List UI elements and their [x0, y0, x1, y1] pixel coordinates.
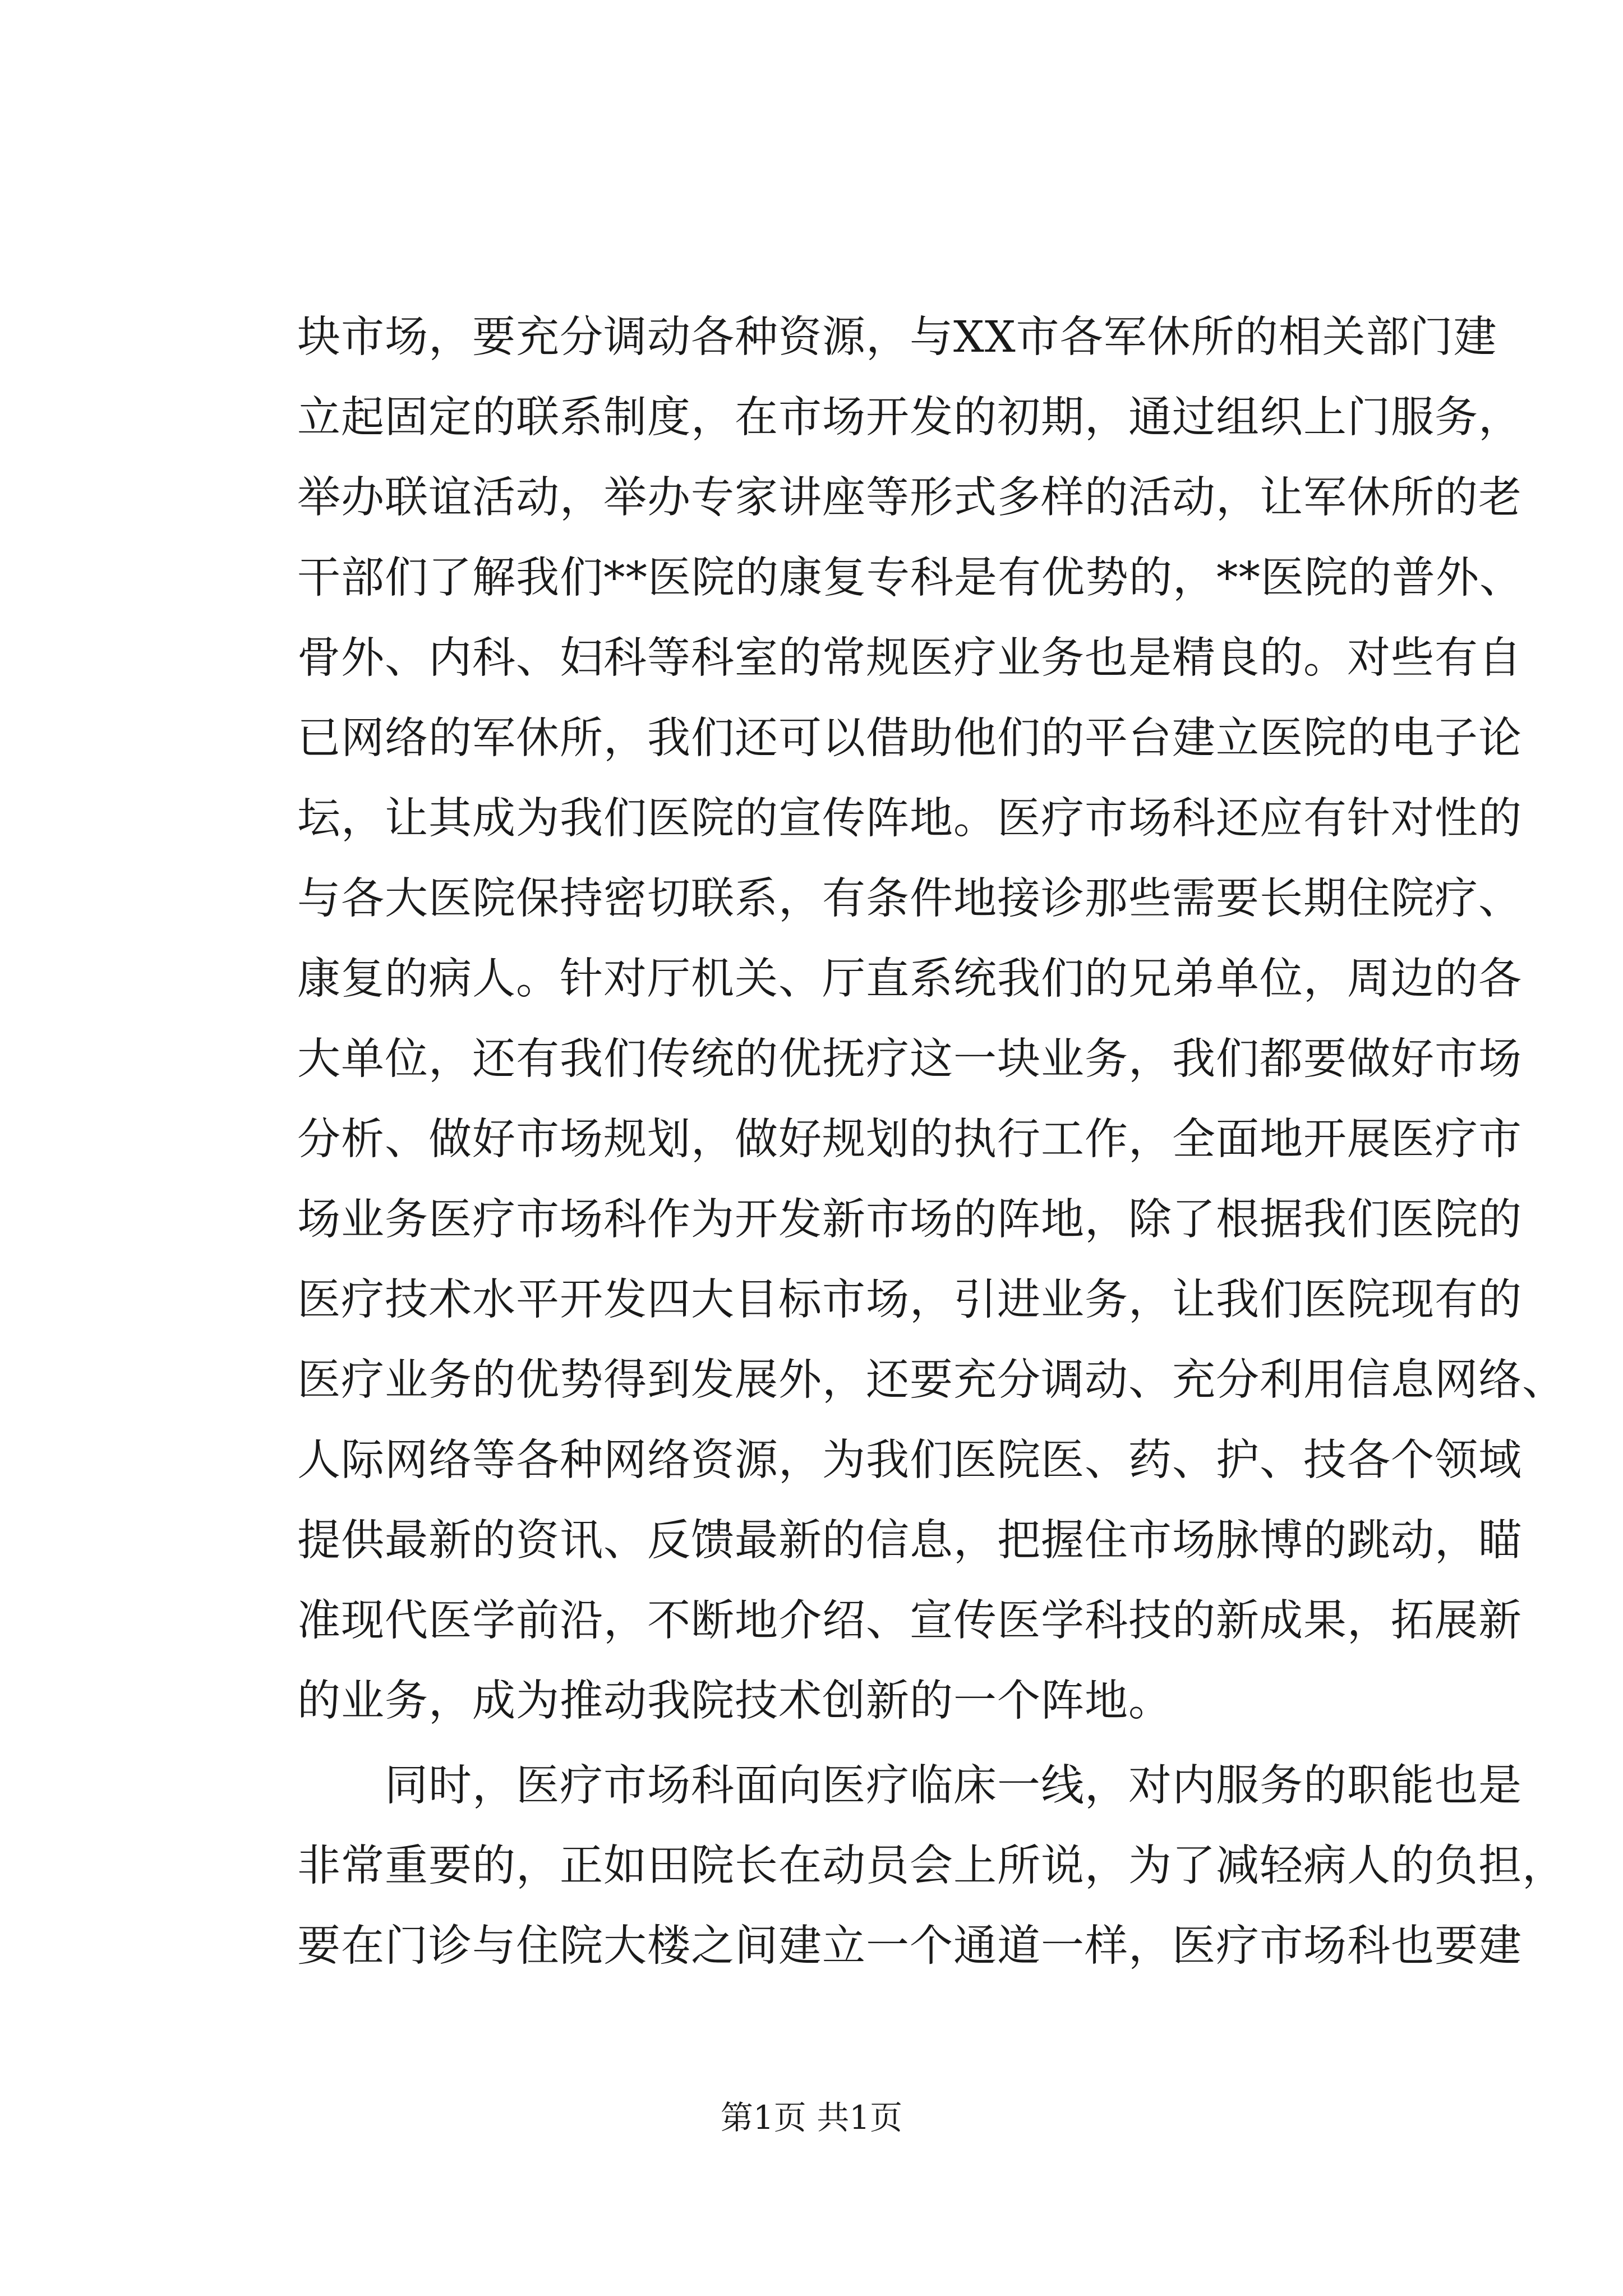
text-line: 非常重要的，正如田院长在动员会上所说，为了减轻病人的负担，	[297, 1841, 1566, 1891]
text-line: 康复的病人。针对厅机关、厅直系统我们的兄弟单位，周边的各	[297, 954, 1522, 1004]
paragraph-gap	[297, 1741, 1413, 1746]
text-line: 举办联谊活动，举办专家讲座等形式多样的活动，让军休所的老	[297, 473, 1522, 523]
text-line: 要在门诊与住院大楼之间建立一个通道一样，医疗市场科也要建	[297, 1921, 1522, 1971]
text-line: 人际网络等各种网络资源，为我们医院医、药、护、技各个领域	[297, 1435, 1522, 1485]
paragraph-2	[297, 1746, 1566, 1986]
text-line: 已网络的军休所，我们还可以借助他们的平台建立医院的电子论	[297, 714, 1522, 763]
text-line: 骨外、内科、妇科等科室的常规医疗业务也是精良的。对些有自	[297, 633, 1522, 683]
text-line: 分析、做好市场规划，做好规划的执行工作，全面地开展医疗市	[297, 1115, 1522, 1165]
document-body	[297, 297, 1566, 1986]
text-line: 干部们了解我们**医院的康复专科是有优势的，**医院的普外、	[297, 553, 1523, 603]
text-line: 提供最新的资讯、反馈最新的信息，把握住市场脉博的跳动，瞄	[297, 1516, 1522, 1566]
text-line: 医疗业务的优势得到发展外，还要充分调动、充分利用信息网络、	[297, 1355, 1566, 1405]
text-line: 坛，让其成为我们医院的宣传阵地。医疗市场科还应有针对性的	[297, 794, 1522, 844]
text-line: 医疗技术水平开发四大目标市场，引进业务，让我们医院现有的	[297, 1275, 1522, 1325]
text-line: 与各大医院保持密切联系，有条件地接诊那些需要长期住院疗、	[297, 874, 1522, 924]
text-line: 场业务医疗市场科作为开发新市场的阵地，除了根据我们医院的	[297, 1195, 1522, 1245]
text-line: 同时，医疗市场科面向医疗临床一线，对内服务的职能也是	[385, 1761, 1522, 1811]
text-line: 立起固定的联系制度，在市场开发的初期，通过组织上门服务，	[297, 393, 1522, 443]
text-line: 的业务，成为推动我院技术创新的一个阵地。	[297, 1676, 1172, 1726]
page-number-label: 第1页 共1页	[720, 2099, 903, 2137]
paragraph-1	[297, 297, 1566, 1741]
text-line: 准现代医学前沿，不断地介绍、宣传医学科技的新成果，拓展新	[297, 1596, 1522, 1646]
page-footer	[0, 2095, 1623, 2140]
text-line: 块市场，要充分调动各种资源，与XX市各军休所的相关部门建	[297, 312, 1497, 362]
text-line: 大单位，还有我们传统的优抚疗这一块业务，我们都要做好市场	[297, 1034, 1522, 1084]
